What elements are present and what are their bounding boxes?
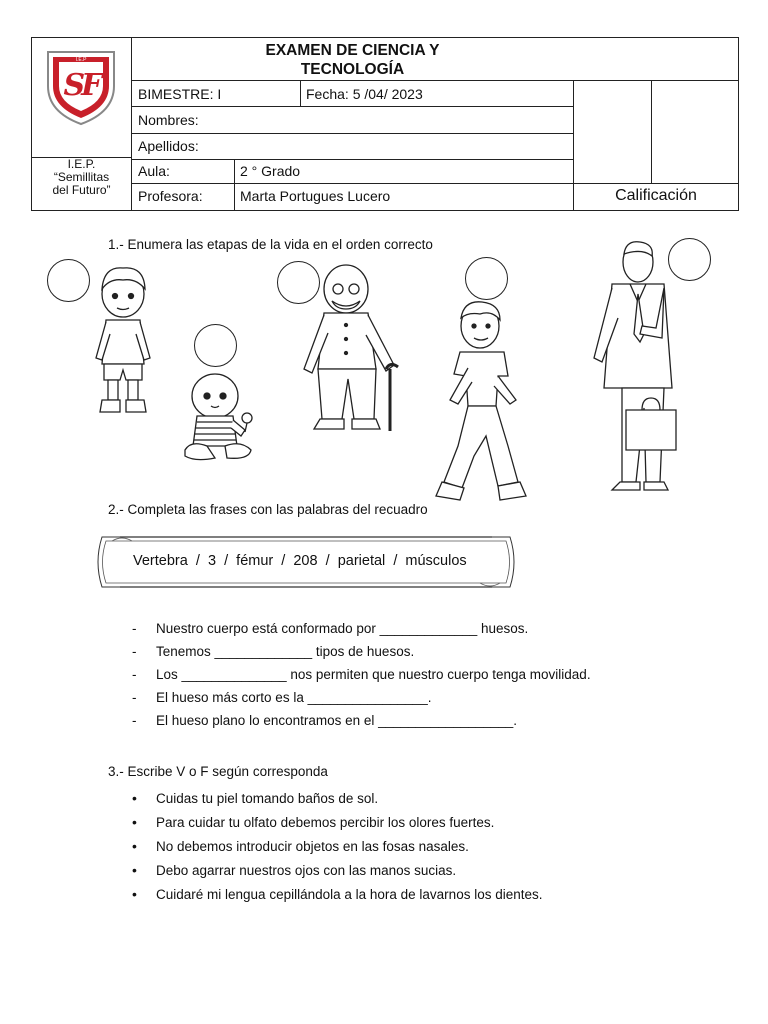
bullet-icon: • [132, 790, 137, 806]
school-logo [44, 46, 118, 126]
aula-label: Aula: [138, 163, 170, 179]
teenager-figure [428, 296, 532, 502]
logo-letters: SF [63, 68, 99, 103]
list-dash: - [132, 690, 137, 705]
fecha-field: Fecha: 5 /04/ 2023 [306, 86, 423, 102]
bimestre-field: BIMESTRE: I [138, 86, 222, 102]
list-dash: - [132, 667, 137, 682]
nombres-field[interactable]: Nombres: [138, 112, 199, 128]
exam-title: EXAMEN DE CIENCIA Y TECNOLOGÍA [265, 42, 440, 78]
answer-circle-teen[interactable] [465, 257, 508, 300]
question-1-title: 1.- Enumera las etapas de la vida en el orden correcto [108, 237, 433, 252]
list-item[interactable]: El hueso más corto es la ________________. [156, 690, 432, 705]
profesora-label: Profesora: [138, 188, 203, 204]
school-name: I.E.P. “Semillitas del Futuro” [52, 157, 111, 197]
list-item[interactable]: Los ______________ nos permiten que nuestro cuerpo tenga movilidad. [156, 667, 591, 682]
question-2-title: 2.- Completa las frases con las palabras del recuadro [108, 502, 428, 517]
bullet-icon: • [132, 838, 137, 854]
list-item[interactable]: El hueso plano lo encontramos en el __________________. [156, 713, 518, 728]
answer-circle-baby[interactable] [194, 324, 237, 367]
logo-top-text: I.E.P [75, 57, 87, 63]
list-item[interactable]: Para cuidar tu olfato debemos percibir los olores fuertes. [156, 815, 495, 830]
bullet-icon: • [132, 886, 137, 902]
apellidos-field[interactable]: Apellidos: [138, 138, 199, 154]
list-dash: - [132, 644, 137, 659]
list-dash: - [132, 713, 137, 728]
list-item[interactable]: No debemos introducir objetos en las fosas nasales. [156, 839, 469, 854]
answer-circle-child[interactable] [47, 259, 90, 302]
list-item[interactable]: Cuidaré mi lengua cepillándola a la hora de lavarnos los dientes. [156, 887, 543, 902]
bullet-icon: • [132, 862, 137, 878]
word-box [92, 531, 520, 593]
grandfather-figure [298, 261, 410, 433]
baby-figure [181, 370, 257, 464]
list-dash: - [132, 621, 137, 636]
aula-value: 2 ° Grado [240, 163, 301, 179]
child-figure [90, 264, 156, 420]
list-item[interactable]: Tenemos _____________ tipos de huesos. [156, 644, 415, 659]
adult-man-figure [584, 238, 680, 496]
word-box-text: Vertebra / 3 / fémur / 208 / parietal / músculos [133, 553, 467, 569]
list-item[interactable]: Cuidas tu piel tomando baños de sol. [156, 791, 379, 806]
profesora-value: Marta Portugues Lucero [240, 188, 391, 204]
question-3-title: 3.- Escribe V o F según corresponda [108, 764, 328, 779]
calificacion-label: Calificación [615, 187, 697, 204]
list-item[interactable]: Debo agarrar nuestros ojos con las manos sucias. [156, 863, 457, 878]
bullet-icon: • [132, 814, 137, 830]
list-item[interactable]: Nuestro cuerpo está conformado por _____________ huesos. [156, 621, 529, 636]
